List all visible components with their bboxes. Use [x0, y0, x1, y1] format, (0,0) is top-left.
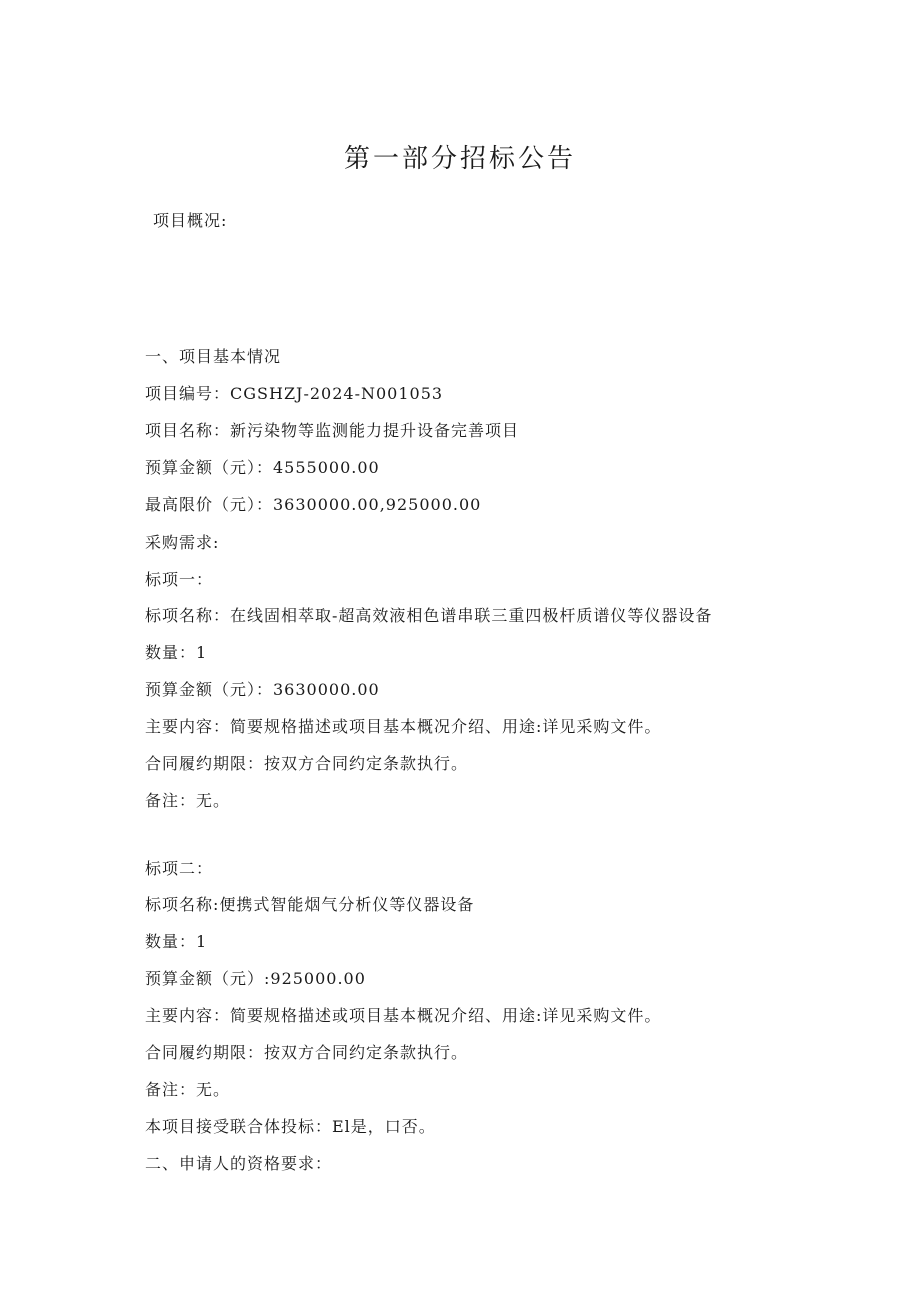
consortium-bid-option: 本项目接受联合体投标：El是，口否。 — [145, 1117, 436, 1136]
budget-amount: 预算金额（元）：4555000.00 — [145, 458, 380, 477]
lot-two-name: 标项名称:便携式智能烟气分析仪等仪器设备 — [145, 895, 475, 914]
lot-two-remarks: 备注：无。 — [145, 1080, 231, 1099]
lot-one-heading: 标项一： — [145, 570, 214, 589]
lot-one-main-content: 主要内容：简要规格描述或项目基本概况介绍、用途:详见采购文件。 — [145, 717, 662, 736]
page-title: 第一部分招标公告 — [343, 144, 576, 174]
section-heading-basic-info: 一、项目基本情况 — [145, 347, 282, 366]
lot-two-heading: 标项二： — [145, 859, 214, 878]
section-heading-qualifications: 二、申请人的资格要求： — [145, 1154, 333, 1173]
lot-one-contract-term: 合同履约期限：按双方合同约定条款执行。 — [145, 754, 469, 773]
lot-one-name: 标项名称：在线固相萃取-超高效液相色谱串联三重四极杆质谱仪等仪器设备 — [145, 606, 713, 625]
lot-one-quantity: 数量：1 — [145, 643, 208, 662]
project-name: 项目名称：新污染物等监测能力提升设备完善项目 — [145, 421, 520, 440]
lot-two-contract-term: 合同履约期限：按双方合同约定条款执行。 — [145, 1043, 469, 1062]
max-price: 最高限价（元）：3630000.00,925000.00 — [145, 495, 482, 514]
project-number: 项目编号：CGSHZJ-2024-N001053 — [145, 384, 444, 403]
procurement-needs-label: 采购需求: — [145, 533, 220, 552]
lot-two-main-content: 主要内容：简要规格描述或项目基本概况介绍、用途:详见采购文件。 — [145, 1006, 662, 1025]
project-overview-label: 项目概况: — [153, 211, 228, 230]
lot-one-remarks: 备注：无。 — [145, 791, 231, 810]
lot-two-budget: 预算金额（元）:925000.00 — [145, 969, 366, 988]
lot-one-budget: 预算金额（元）：3630000.00 — [145, 680, 380, 699]
lot-two-quantity: 数量：1 — [145, 932, 208, 951]
